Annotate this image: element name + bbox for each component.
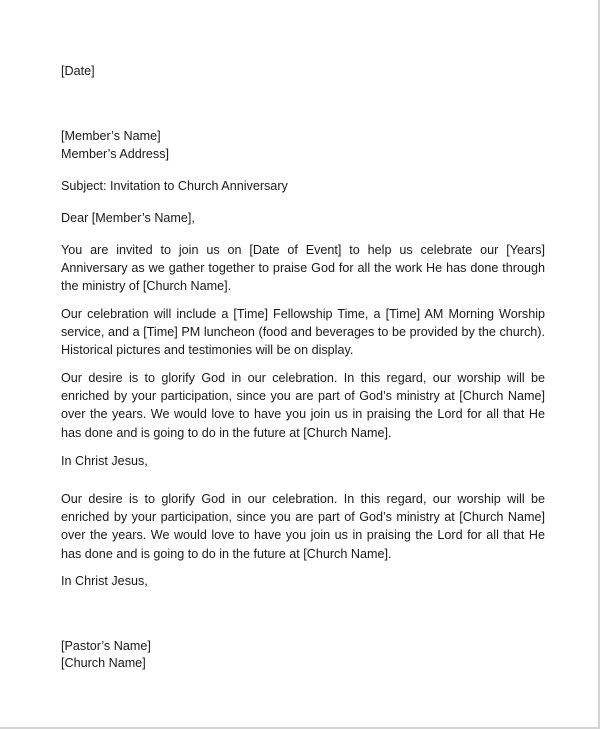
letter-date: [Date] [61,64,95,78]
closing-second: In Christ Jesus, [61,574,148,588]
paragraph-celebration: Our celebration will include a [Time] Fellowship Time, a [Time] AM Morning Worship service, and a [Time] PM luncheon (food and beverages to be provided by the church). Historical pictures and testimonies will be on display. [61,307,545,358]
church-name: [Church Name] [61,656,146,670]
pastor-name: [Pastor’s Name] [61,639,151,653]
closing-first: In Christ Jesus, [61,454,148,468]
paragraph-desire: Our desire is to glorify God in our celebration. In this regard, our worship will be enriched by your participation, since you are part of God’s ministry at [Church Name] over the years. We would love to have you join us in praising the Lord for all that He has done and is going to do in the future at [Church Name]. [61,371,545,440]
paragraph-invitation: You are invited to join us on [Date of Event] to help us celebrate our [Years] Anniversary as we gather together to praise God for all the work He has done through the ministry of [Church Name]. [61,243,545,294]
salutation: Dear [Member’s Name], [61,211,195,225]
member-name: [Member’s Name] [61,129,161,143]
paragraph-desire-repeat: Our desire is to glorify God in our celebration. In this regard, our worship will be enriched by your participation, since you are part of God’s ministry at [Church Name] over the years. We would love to have you join us in praising the Lord for all that He has done and is going to do in the future at [Church Name]. [61,492,545,561]
letter-subject: Subject: Invitation to Church Anniversary [61,179,288,193]
member-address: Member’s Address] [61,147,170,161]
